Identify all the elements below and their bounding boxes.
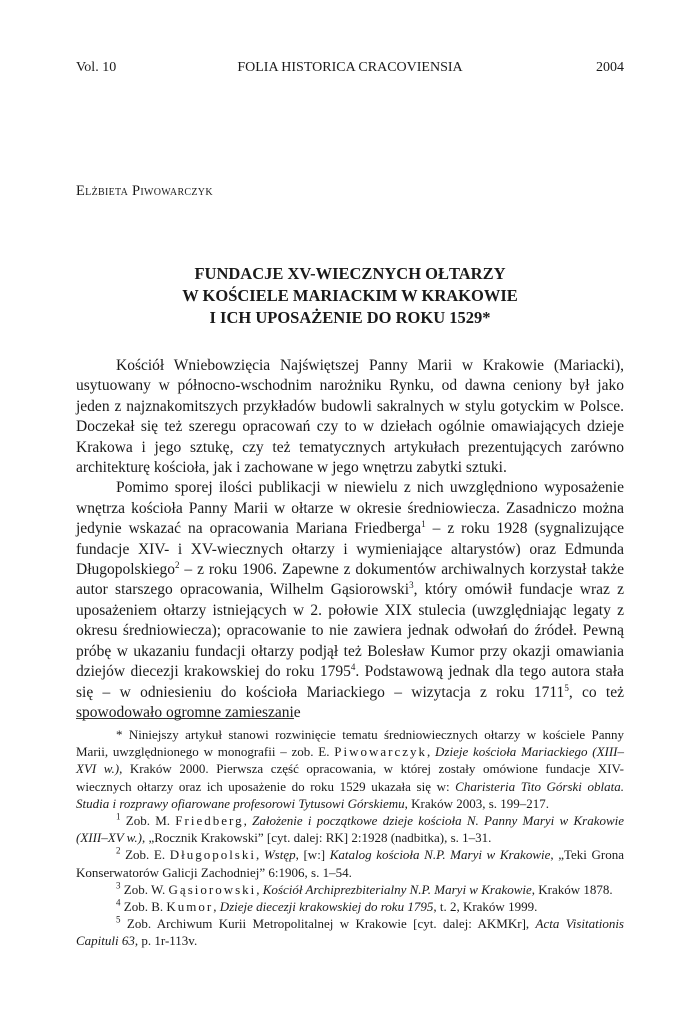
fn2-text-a: Zob. E. bbox=[120, 847, 170, 863]
footnote-ref-2[interactable]: 2 bbox=[175, 559, 180, 570]
p2-text-c: – z roku 1906. Zapewne z dokumentów archiwalnych korzystał także autor starszego opracowania, Wilhelm Gąsiorowski bbox=[76, 561, 624, 599]
fn4-text-a: Zob. B. bbox=[120, 899, 167, 915]
fn-star-author: Piwowarczyk bbox=[334, 744, 427, 760]
fn-star-title-2: Charisteria Tito Górski oblata. Studia i rozprawy ofiarowane profesorowi Tytusowi Górskiemu bbox=[76, 778, 624, 811]
footnote-star bbox=[76, 726, 624, 812]
fn3-text-b: , bbox=[256, 881, 263, 897]
fn2-text-c: , [w:] bbox=[295, 847, 330, 863]
fn1-text-a: Zob. M. bbox=[120, 813, 176, 829]
p2-text-a: Pomimo sporej ilości publikacji w niewielu z nich uwzględniono wyposażenie wnętrza kościoła Panny Marii w ołtarze w okresie średniowiecza. Zasadniczo można jedynie wskazać na opracowania Mariana Friedberga bbox=[76, 479, 624, 538]
paragraph-2 bbox=[76, 478, 624, 723]
fn3-text-c: , Kraków 1878. bbox=[531, 881, 613, 897]
footnote-5 bbox=[76, 915, 624, 949]
fn4-title: Dzieje diecezji krakowskiej do roku 1795 bbox=[219, 899, 434, 915]
article-body bbox=[76, 356, 624, 723]
fn5-text-c: , p. 1r-113v. bbox=[134, 933, 198, 949]
footnote-ref-3[interactable]: 3 bbox=[409, 580, 414, 591]
fn5-number: 5 bbox=[116, 914, 121, 925]
p2-text-e: . Podstawową jednak dla tego autora stała się – w odniesieniu do kościoła Mariackiego – wizytacja z roku 1711 bbox=[76, 663, 624, 701]
running-header bbox=[76, 60, 624, 80]
article-title bbox=[76, 263, 624, 329]
fn4-text-b: , bbox=[213, 899, 220, 915]
footnote-1 bbox=[76, 812, 624, 846]
fn3-title: Kościół Archiprezbiterialny N.P. Maryi w Krakowie bbox=[262, 881, 532, 897]
fn-star-text-b: , bbox=[427, 744, 436, 760]
paragraph-1: Kościół Wniebowzięcia Najświętszej Panny Marii w Krakowie (Mariacki), usytuowany w północno-wschodnim narożniku Rynku, od dawna ceniony był jako jeden z najznakomitszych przykładów budowli sakralnych w stylu gotyckim w Polsce. Doczekał się też szeregu opracowań czy to w dziełach ogólnie omawiających dzieje Krakowa i jego sztukę, czy też tematycznych artykułach prezentujących zarówno architekturę kościoła, jak i zachowane w jego wnętrzu zabytki sztuki. bbox=[76, 357, 624, 477]
fn4-author: Kumor bbox=[166, 899, 214, 915]
fn2-text-b: , bbox=[255, 847, 264, 863]
title-line-3: I ICH UPOSAŻENIE DO ROKU 1529* bbox=[209, 308, 491, 327]
fn1-title: Założenie i początkowe dzieje kościoła N. Panny Maryi w Krakowie (XIII–XV w.) bbox=[76, 813, 625, 846]
fn3-author: Gąsiorowski bbox=[168, 881, 257, 897]
fn5-text-a: Zob. Archiwum Kurii Metropolitalnej w Krakowie [cyt. dalej: AKMKr], bbox=[120, 916, 536, 932]
fn1-text-b: , bbox=[243, 813, 253, 829]
fn2-title-2: Katalog kościoła N.P. Maryi w Krakowie bbox=[329, 847, 551, 863]
fn3-number: 3 bbox=[116, 880, 121, 891]
fn2-number: 2 bbox=[116, 846, 121, 857]
fn-star-title: Dzieje kościoła Mariackiego (XIII–XVI w.) bbox=[76, 744, 625, 777]
fn4-text-c: , t. 2, Kraków 1999. bbox=[433, 899, 538, 915]
title-line-1: FUNDACJE XV-WIECZNYCH OŁTARZY bbox=[194, 264, 506, 283]
fn1-text-c: , „Rocznik Krakowski” [cyt. dalej: RK] 2:1928 (nadbitka), s. 1–31. bbox=[141, 830, 492, 846]
p2-text-b: – z roku 1928 (sygnalizujące fundacje XIV- i XV-wiecznych ołtarzy i wymieniające altarystów) oraz Edmunda Długopolskiego bbox=[76, 520, 624, 579]
footnotes bbox=[76, 726, 624, 950]
fn2-author: Długopolski bbox=[169, 847, 256, 863]
footnote-ref-1[interactable]: 1 bbox=[421, 519, 426, 530]
title-line-2: W KOŚCIELE MARIACKIM W KRAKOWIE bbox=[182, 286, 518, 305]
fn2-text-d: , „Teki Grona Konserwatorów Galicji Zachodniej” 6:1906, s. 1–54. bbox=[76, 847, 624, 880]
footnote-4 bbox=[76, 898, 624, 915]
fn5-title: Acta Visitationis Capituli 63 bbox=[76, 916, 624, 949]
p2-text-f: , co też spowodowało ogromne zamieszanie bbox=[76, 683, 624, 721]
year-label: 2004 bbox=[596, 60, 624, 75]
fn-star-text-a: * Niniejszy artykuł stanowi rozwinięcie tematu średniowiecznych ołtarzy w kościele Panny Marii, uwzględnionego w monografii – zob. E. bbox=[76, 727, 624, 760]
fn3-text-a: Zob. W. bbox=[120, 881, 169, 897]
fn-star-text-d: , Kraków 2003, s. 199–217. bbox=[404, 795, 550, 811]
author-name: Elżbieta Piwowarczyk bbox=[76, 183, 213, 199]
footnote-ref-5[interactable]: 5 bbox=[564, 682, 569, 693]
footnote-2 bbox=[76, 846, 624, 880]
fn1-author: Friedberg bbox=[175, 813, 244, 829]
journal-title: FOLIA HISTORICA CRACOVIENSIA bbox=[237, 60, 463, 75]
fn1-number: 1 bbox=[116, 811, 121, 822]
p2-text-d: , który omówił fundacje wraz z uposażeniem ołtarzy istniejących w 2. połowie XIX stulecia (uwzględniając legaty z okresu średniowiecza); opracowanie to nie zawiera jednak odwołań do źródeł. Pewną próbę w ukazaniu fundacji ołtarzy podjął też Bolesław Kumor przy okazji omawiania dziejów diecezji krakowskiej do roku 1795 bbox=[76, 581, 624, 681]
fn2-title: Wstęp bbox=[263, 847, 296, 863]
footnote-ref-4[interactable]: 4 bbox=[350, 661, 356, 672]
fn4-number: 4 bbox=[116, 897, 121, 908]
footnote-divider bbox=[76, 718, 294, 719]
fn-star-text-c: , Kraków 2000. Pierwsza część opracowania, w której zostały omówione fundacje XIV-wiecznych ołtarzy oraz ich uposażenie do roku 1529 ukazała się w: bbox=[76, 761, 624, 794]
volume-label: Vol. 10 bbox=[76, 60, 117, 75]
footnote-3 bbox=[76, 881, 624, 898]
